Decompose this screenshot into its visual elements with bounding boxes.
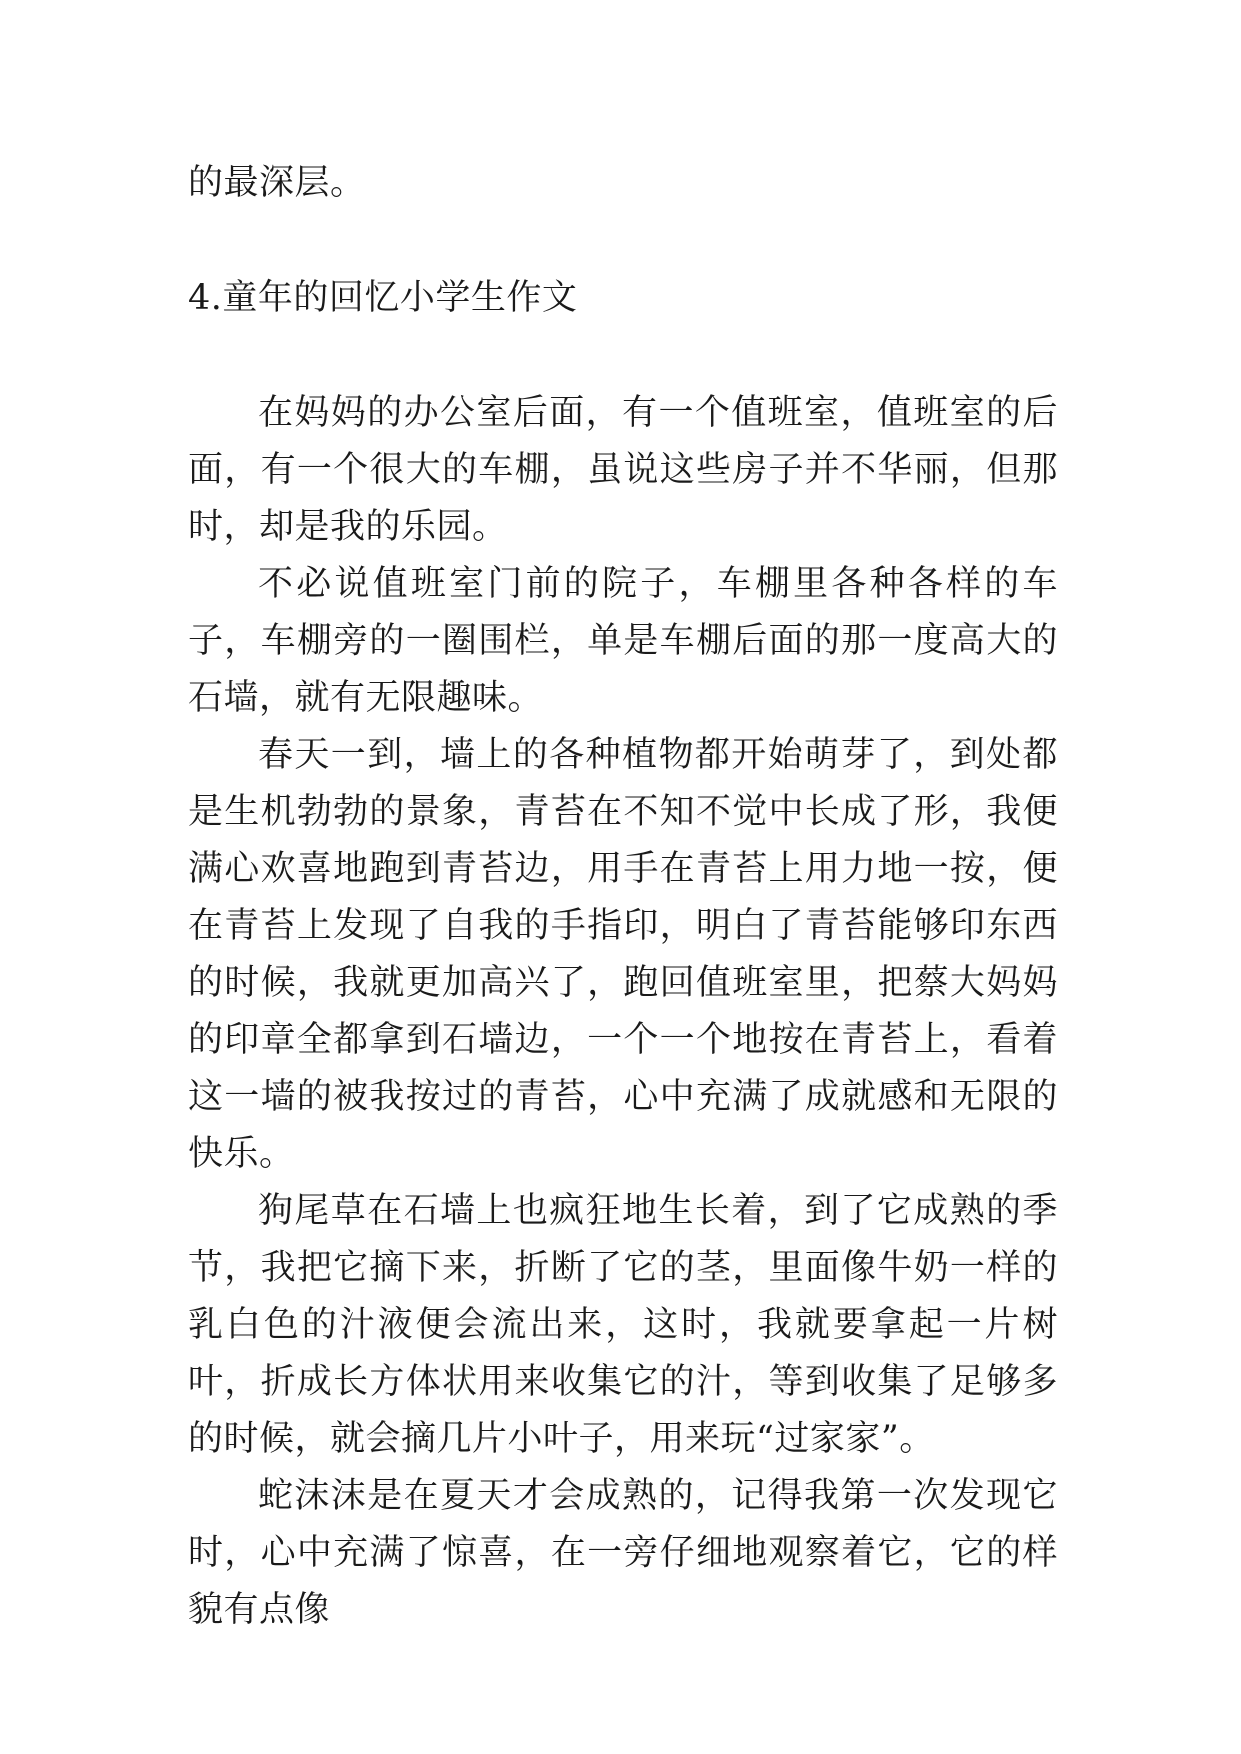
paragraph: 蛇沫沫是在夏天才会成熟的，记得我第一次发现它时，心中充满了惊喜，在一旁仔细地观察着它，它的样貌有点像 bbox=[188, 1476, 1058, 1630]
section-heading: 4.童年的回忆小学生作文 bbox=[188, 278, 578, 318]
paragraph: 春天一到，墙上的各种植物都开始萌芽了，到处都是生机勃勃的景象，青苔在不知不觉中长成了形，我便满心欢喜地跑到青苔边，用手在青苔上用力地一按，便在青苔上发现了自我的手指印，明白了青苔能够印东西的时候，我就更加高兴了，跑回值班室里，把蔡大妈妈的印章全都拿到石墙边，一个一个地按在青苔上，看着这一墙的被我按过的青苔，心中充满了成就感和无限的快乐。 bbox=[188, 735, 1058, 1174]
paragraph: 不必说值班室门前的院子，车棚里各种各样的车子，车棚旁的一圈围栏，单是车棚后面的那一度高大的石墙，就有无限趣味。 bbox=[188, 564, 1058, 718]
continuation-text: 的最深层。 bbox=[188, 163, 366, 203]
essay-body bbox=[188, 385, 1058, 1639]
paragraph: 狗尾草在石墙上也疯狂地生长着，到了它成熟的季节，我把它摘下来，折断了它的茎，里面像牛奶一样的乳白色的汁液便会流出来，这时，我就要拿起一片树叶，折成长方体状用来收集它的汁，等到收集了足够多的时候，就会摘几片小叶子，用来玩“过家家”。 bbox=[188, 1191, 1058, 1459]
paragraph: 在妈妈的办公室后面，有一个值班室，值班室的后面，有一个很大的车棚，虽说这些房子并不华丽，但那时，却是我的乐园。 bbox=[188, 393, 1058, 547]
